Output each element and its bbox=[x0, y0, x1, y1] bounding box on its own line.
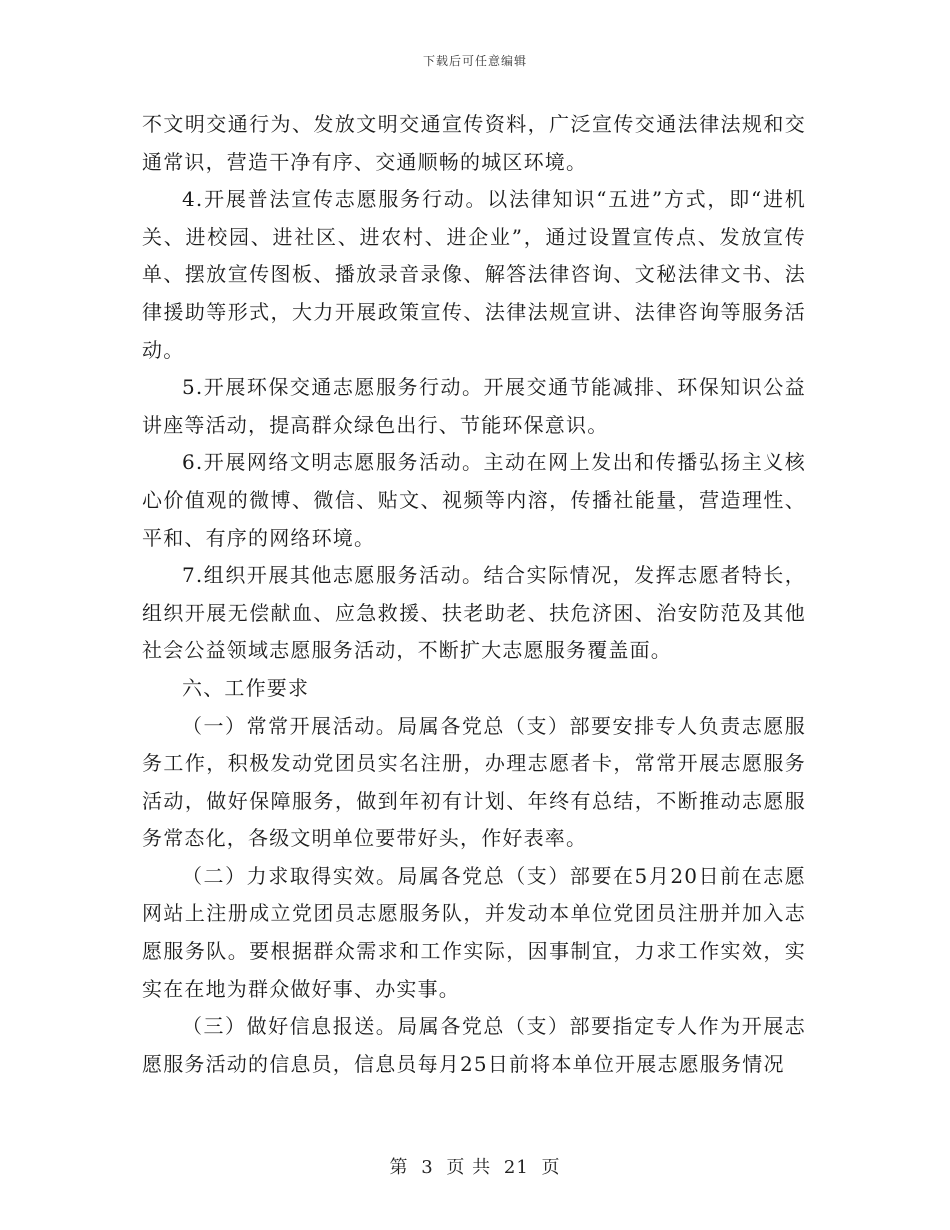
document-body bbox=[142, 106, 806, 1083]
paragraph-requirement-3: （三）做好信息报送。局属各党总（支）部要指定专人作为开展志愿服务活动的信息员，信息员每月25日前将本单位开展志愿服务情况 bbox=[142, 1014, 806, 1076]
paragraph-requirement-1: （一）常常开展活动。局属各党总（支）部要安排专人负责志愿服务工作，积极发动党团员实名注册，办理志愿者卡，常常开展志愿服务活动，做好保障服务，做到年初有计划、年终有总结，不断推动志愿服务常态化，各级文明单位要带好头，作好表率。 bbox=[142, 713, 806, 851]
footer-suffix: 页 bbox=[541, 1157, 561, 1178]
section-heading-work-requirements: 六、工作要求 bbox=[182, 675, 310, 700]
page-footer bbox=[0, 1153, 950, 1179]
footer-total-pages: 21 bbox=[503, 1157, 529, 1178]
paragraph-continuation: 不文明交通行为、发放文明交通宣传资料，广泛宣传交通法律法规和交通常识，营造干净有序、交通顺畅的城区环境。 bbox=[142, 112, 806, 174]
paragraph-item-6: 6.开展网络文明志愿服务活动。主动在网上发出和传播弘扬主义核心价值观的微博、微信、贴文、视频等内溶，传播社能量，营造理性、平和、有序的网络环境。 bbox=[142, 450, 806, 550]
paragraph-requirement-2: （二）力求取得实效。局属各党总（支）部要在5月20日前在志愿网站上注册成立党团员志愿服务队，并发动本单位党团员注册并加入志愿服务队。要根据群众需求和工作实际，因事制宜，力求工作实效，实实在在地为群众做好事、办实事。 bbox=[142, 863, 806, 1001]
footer-prefix: 第 bbox=[389, 1157, 409, 1178]
paragraph-item-5: 5.开展环保交通志愿服务行动。开展交通节能减排、环保知识公益讲座等活动，提高群众绿色出行、节能环保意识。 bbox=[142, 375, 806, 437]
page-header-note: 下载后可任意编辑 bbox=[422, 54, 527, 68]
paragraph-item-7: 7.组织开展其他志愿服务活动。结合实际情况，发挥志愿者特长，组织开展无偿献血、应急救援、扶老助老、扶危济困、治安防范及其他社会公益领域志愿服务活动，不断扩大志愿服务覆盖面。 bbox=[142, 563, 806, 663]
footer-middle: 页 共 bbox=[446, 1157, 492, 1178]
footer-page-number: 3 bbox=[421, 1157, 434, 1178]
paragraph-item-4: 4.开展普法宣传志愿服务行动。以法律知识“五进”方式，即“进机关、进校园、进社区、进农村、进企业”，通过设置宣传点、发放宣传单、摆放宣传图板、播放录音录像、解答法律咨询、文秘法律文书、法律援助等形式，大力开展政策宣传、法律法规宣讲、法律咨询等服务活动。 bbox=[142, 187, 806, 362]
